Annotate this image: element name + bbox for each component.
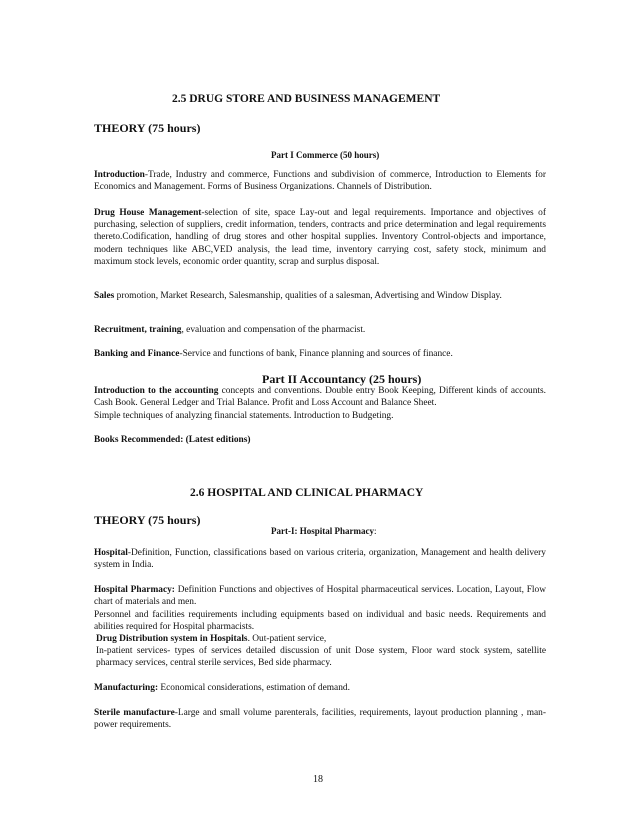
lead-recruitment: Recruitment, training <box>94 325 182 335</box>
paragraph-drug-distribution: Drug Distribution system in Hospitals. Out-patient service, <box>96 634 327 644</box>
lead-banking-finance: Banking and Finance <box>94 349 180 359</box>
lead-hospital-pharmacy: Hospital Pharmacy: <box>94 585 175 595</box>
paragraph-accounting-techniques: Simple techniques of analyzing financial statements. Introduction to Budgeting. <box>94 411 394 421</box>
lead-sterile-manufacture: Sterile manufacture <box>94 708 175 718</box>
paragraph-hospital-pharmacy: Hospital Pharmacy: Definition Functions and objectives of Hospital pharmaceutical services. Location, Layout, Flow chart of materials and men. <box>94 585 546 608</box>
paragraph-in-patient: In-patient services- types of services detailed discussion of unit Dose system, Floor ward stock system, satellite pharmacy services, central sterile services, Bed side pharmacy. <box>96 646 546 669</box>
paragraph-sterile-manufacture: Sterile manufacture-Large and small volume parenterals, facilities, requirements, layout production planning , man-power requirements. <box>94 708 546 731</box>
lead-hospital: Hospital <box>94 548 128 558</box>
paragraph-personnel: Personnel and facilities requirements including equipments based on individual and basic needs. Requirements and abilities required for Hospital pharmacists. <box>94 610 546 633</box>
lead-sales: Sales <box>94 291 115 301</box>
books-recommended: Books Recommended: (Latest editions) <box>94 435 251 445</box>
paragraph-banking-finance: Banking and Finance-Service and functions of bank, Finance planning and sources of finance. <box>94 349 453 359</box>
lead-drug-house-management: Drug House Management <box>94 208 202 218</box>
section-heading-hospital-pharmacy: 2.6 HOSPITAL AND CLINICAL PHARMACY <box>190 487 424 499</box>
theory-hours-label: THEORY (75 hours) <box>94 121 201 135</box>
paragraph-recruitment: Recruitment, training, evaluation and compensation of the pharmacist. <box>94 325 366 335</box>
page-number: 18 <box>313 774 323 785</box>
part-title-accountancy: Part II Accountancy (25 hours) <box>262 372 422 386</box>
paragraph-drug-house-management: Drug House Management-selection of site, space Lay-out and legal requirements. Importance and objectives of purchasing, selection of suppliers, credit information, tenders, contracts and price determination and legal requirements thereto.Codification, handling of drug stores and other hospital supplies. Inventory Control-objects and importance, modern techniques like ABC,VED analysis, the lead time, inventory carrying cost, safety stock, minimum and maximum stock levels, economic order quantity, scrap and surplus disposal. <box>94 208 546 267</box>
lead-introduction: Introduction <box>94 170 145 180</box>
theory-hours-label-2: THEORY (75 hours) <box>94 513 201 527</box>
lead-drug-distribution: Drug Distribution system in Hospitals <box>96 634 248 644</box>
part-title-hospital-pharmacy: Part-I: Hospital Pharmacy: <box>271 526 377 536</box>
part-title-commerce: Part I Commerce (50 hours) <box>271 150 380 160</box>
section-heading-drug-store: 2.5 DRUG STORE AND BUSINESS MANAGEMENT <box>172 93 441 105</box>
paragraph-hospital: Hospital-Definition, Function, classifications based on various criteria, organization, Management and health delivery system in India. <box>94 548 546 571</box>
lead-manufacturing: Manufacturing: <box>94 683 159 693</box>
paragraph-introduction: Introduction-Trade, Industry and commerce, Functions and subdivision of commerce, Introduction to Elements for Economics and Management. Forms of Business Organizations. Channels of Distribution. <box>94 170 546 193</box>
paragraph-manufacturing: Manufacturing: Economical considerations, estimation of demand. <box>94 683 350 693</box>
paragraph-accounting: Introduction to the accounting concepts and conventions. Double entry Book Keeping, Different kinds of accounts. Cash Book. General Ledger and Trial Balance. Profit and Loss Account and Balance Sheet. <box>94 386 546 409</box>
lead-accounting: Introduction to the accounting <box>94 386 219 396</box>
paragraph-sales: Sales promotion, Market Research, Salesmanship, qualities of a salesman, Advertising and Window Display. <box>94 291 502 301</box>
